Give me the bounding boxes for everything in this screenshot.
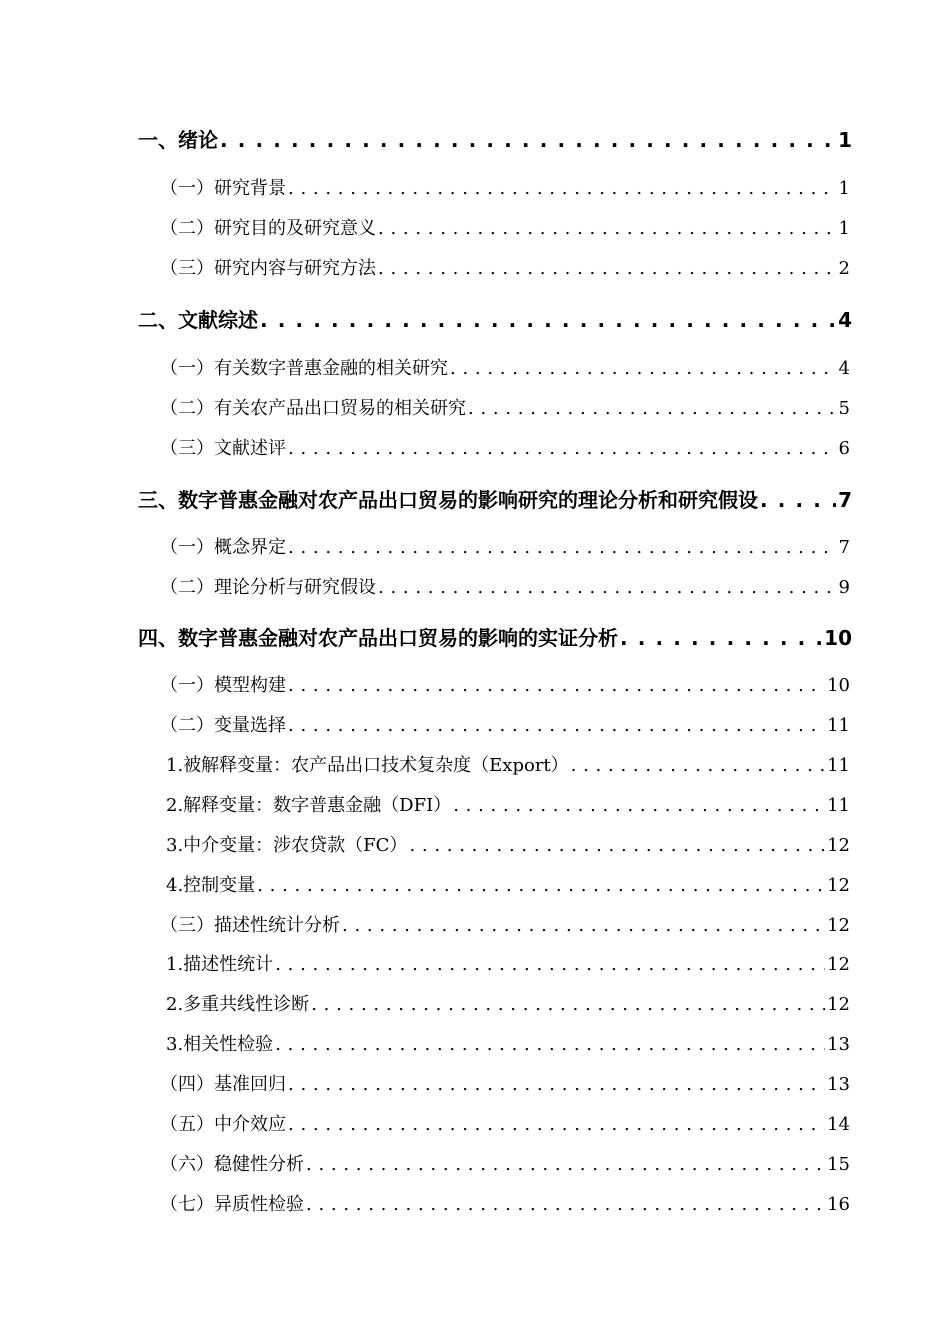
toc-entry-page-number: 9 (838, 577, 850, 598)
toc-entry-title: （三）描述性统计分析 (160, 915, 340, 936)
toc-entry-title: （七）异质性检验 (160, 1194, 304, 1215)
toc-entry[interactable] (160, 434, 850, 460)
dot-leader (378, 577, 837, 598)
toc-entry-page-number: 12 (827, 915, 850, 936)
toc-entry-page-number: 6 (838, 438, 850, 459)
toc-entry-page-number: 1 (838, 218, 850, 239)
toc-entry-page-number: 15 (827, 1154, 850, 1175)
toc-entry-title: 1.描述性统计 (166, 954, 274, 975)
toc-entry[interactable] (160, 1190, 850, 1216)
dot-leader (306, 1154, 825, 1175)
dot-leader (571, 755, 825, 776)
toc-entry-page-number: 7 (838, 537, 850, 558)
toc-entry-title: 3.相关性检验 (166, 1034, 274, 1055)
toc-entry-title: （一）有关数字普惠金融的相关研究 (160, 358, 448, 379)
toc-entry[interactable] (138, 622, 852, 650)
toc-entry-page-number: 1 (838, 178, 850, 199)
toc-entry-title: （二）变量选择 (160, 715, 286, 736)
dot-leader (257, 875, 825, 896)
toc-entry-title: （一）研究背景 (160, 178, 286, 199)
toc-entry-page-number: 10 (824, 626, 852, 650)
toc-entry-title: （二）研究目的及研究意义 (160, 218, 376, 239)
toc-entry[interactable] (160, 573, 850, 599)
toc-entry-page-number: 13 (827, 1034, 850, 1055)
toc-entry[interactable] (166, 950, 850, 976)
dot-leader (450, 358, 837, 379)
toc-entry-page-number: 11 (827, 755, 850, 776)
toc-entry-title: 2.多重共线性诊断 (166, 994, 310, 1015)
toc-entry-page-number: 10 (827, 675, 850, 696)
dot-leader (288, 438, 837, 459)
toc-entry-title: （四）基准回归 (160, 1074, 286, 1095)
toc-entry-title: （一）模型构建 (160, 675, 286, 696)
toc-entry-title: 三、数字普惠金融对农产品出口贸易的影响研究的理论分析和研究假设 (138, 488, 758, 512)
dot-leader (620, 626, 822, 650)
toc-entry-page-number: 11 (827, 795, 850, 816)
toc-entry-title: （三）文献述评 (160, 438, 286, 459)
toc-entry-page-number: 7 (838, 488, 852, 512)
toc-entry-page-number: 14 (827, 1114, 850, 1135)
toc-entry-page-number: 12 (827, 835, 850, 856)
dot-leader (275, 954, 825, 975)
toc-entry-title: 1.被解释变量：农产品出口技术复杂度（Export） (166, 755, 569, 776)
toc-entry-title: 3.中介变量：涉农贷款（FC） (166, 835, 408, 856)
toc-entry[interactable] (138, 484, 852, 512)
dot-leader (468, 398, 837, 419)
toc-entry-page-number: 1 (838, 128, 852, 152)
toc-entry-page-number: 12 (827, 954, 850, 975)
toc-entry-title: 4.控制变量 (166, 875, 256, 896)
toc-entry[interactable] (160, 394, 850, 420)
toc-entry[interactable] (160, 254, 850, 280)
toc-entry-page-number: 12 (827, 994, 850, 1015)
dot-leader (288, 1114, 825, 1135)
dot-leader (760, 488, 836, 512)
toc-entry[interactable] (138, 304, 852, 332)
dot-leader (311, 994, 825, 1015)
dot-leader (453, 795, 825, 816)
toc-entry-title: （三）研究内容与研究方法 (160, 258, 376, 279)
toc-entry-title: （六）稳健性分析 (160, 1154, 304, 1175)
dot-leader (306, 1194, 825, 1215)
toc-entry-page-number: 5 (838, 398, 850, 419)
toc-entry-page-number: 12 (827, 875, 850, 896)
toc-entry[interactable] (166, 831, 850, 857)
dot-leader (288, 675, 825, 696)
toc-entry-title: 一、绪论 (138, 128, 218, 152)
toc-entry[interactable] (160, 533, 850, 559)
toc-entry-title: 2.解释变量：数字普惠金融（DFI） (166, 795, 452, 816)
toc-entry[interactable] (166, 791, 850, 817)
dot-leader (220, 128, 836, 152)
toc-entry[interactable] (160, 1110, 850, 1136)
toc-entry[interactable] (160, 711, 850, 737)
toc-entry[interactable] (160, 214, 850, 240)
toc-entry-title: 二、文献综述 (138, 308, 258, 332)
dot-leader (342, 915, 825, 936)
toc-entry[interactable] (160, 1070, 850, 1096)
toc-entry[interactable] (166, 751, 850, 777)
toc-entry-title: （二）理论分析与研究假设 (160, 577, 376, 598)
dot-leader (378, 218, 837, 239)
toc-entry-page-number: 2 (838, 258, 850, 279)
toc-entry[interactable] (166, 1030, 850, 1056)
toc-entry-title: 四、数字普惠金融对农产品出口贸易的影响的实证分析 (138, 626, 618, 650)
toc-entry[interactable] (160, 911, 850, 937)
toc-entry-page-number: 4 (838, 308, 852, 332)
toc-entry[interactable] (160, 354, 850, 380)
dot-leader (275, 1034, 825, 1055)
dot-leader (409, 835, 825, 856)
toc-entry-title: （二）有关农产品出口贸易的相关研究 (160, 398, 466, 419)
dot-leader (288, 178, 837, 199)
dot-leader (378, 258, 837, 279)
dot-leader (288, 1074, 825, 1095)
dot-leader (260, 308, 836, 332)
toc-entry-page-number: 16 (827, 1194, 850, 1215)
toc-entry[interactable] (138, 124, 852, 152)
toc-entry[interactable] (166, 990, 850, 1016)
toc-entry-page-number: 11 (827, 715, 850, 736)
toc-entry[interactable] (160, 174, 850, 200)
dot-leader (288, 537, 837, 558)
toc-entry-title: （五）中介效应 (160, 1114, 286, 1135)
toc-entry[interactable] (160, 1150, 850, 1176)
toc-entry[interactable] (160, 671, 850, 697)
dot-leader (288, 715, 825, 736)
toc-entry[interactable] (166, 871, 850, 897)
toc-entry-page-number: 4 (838, 358, 850, 379)
toc-entry-title: （一）概念界定 (160, 537, 286, 558)
toc-entry-page-number: 13 (827, 1074, 850, 1095)
